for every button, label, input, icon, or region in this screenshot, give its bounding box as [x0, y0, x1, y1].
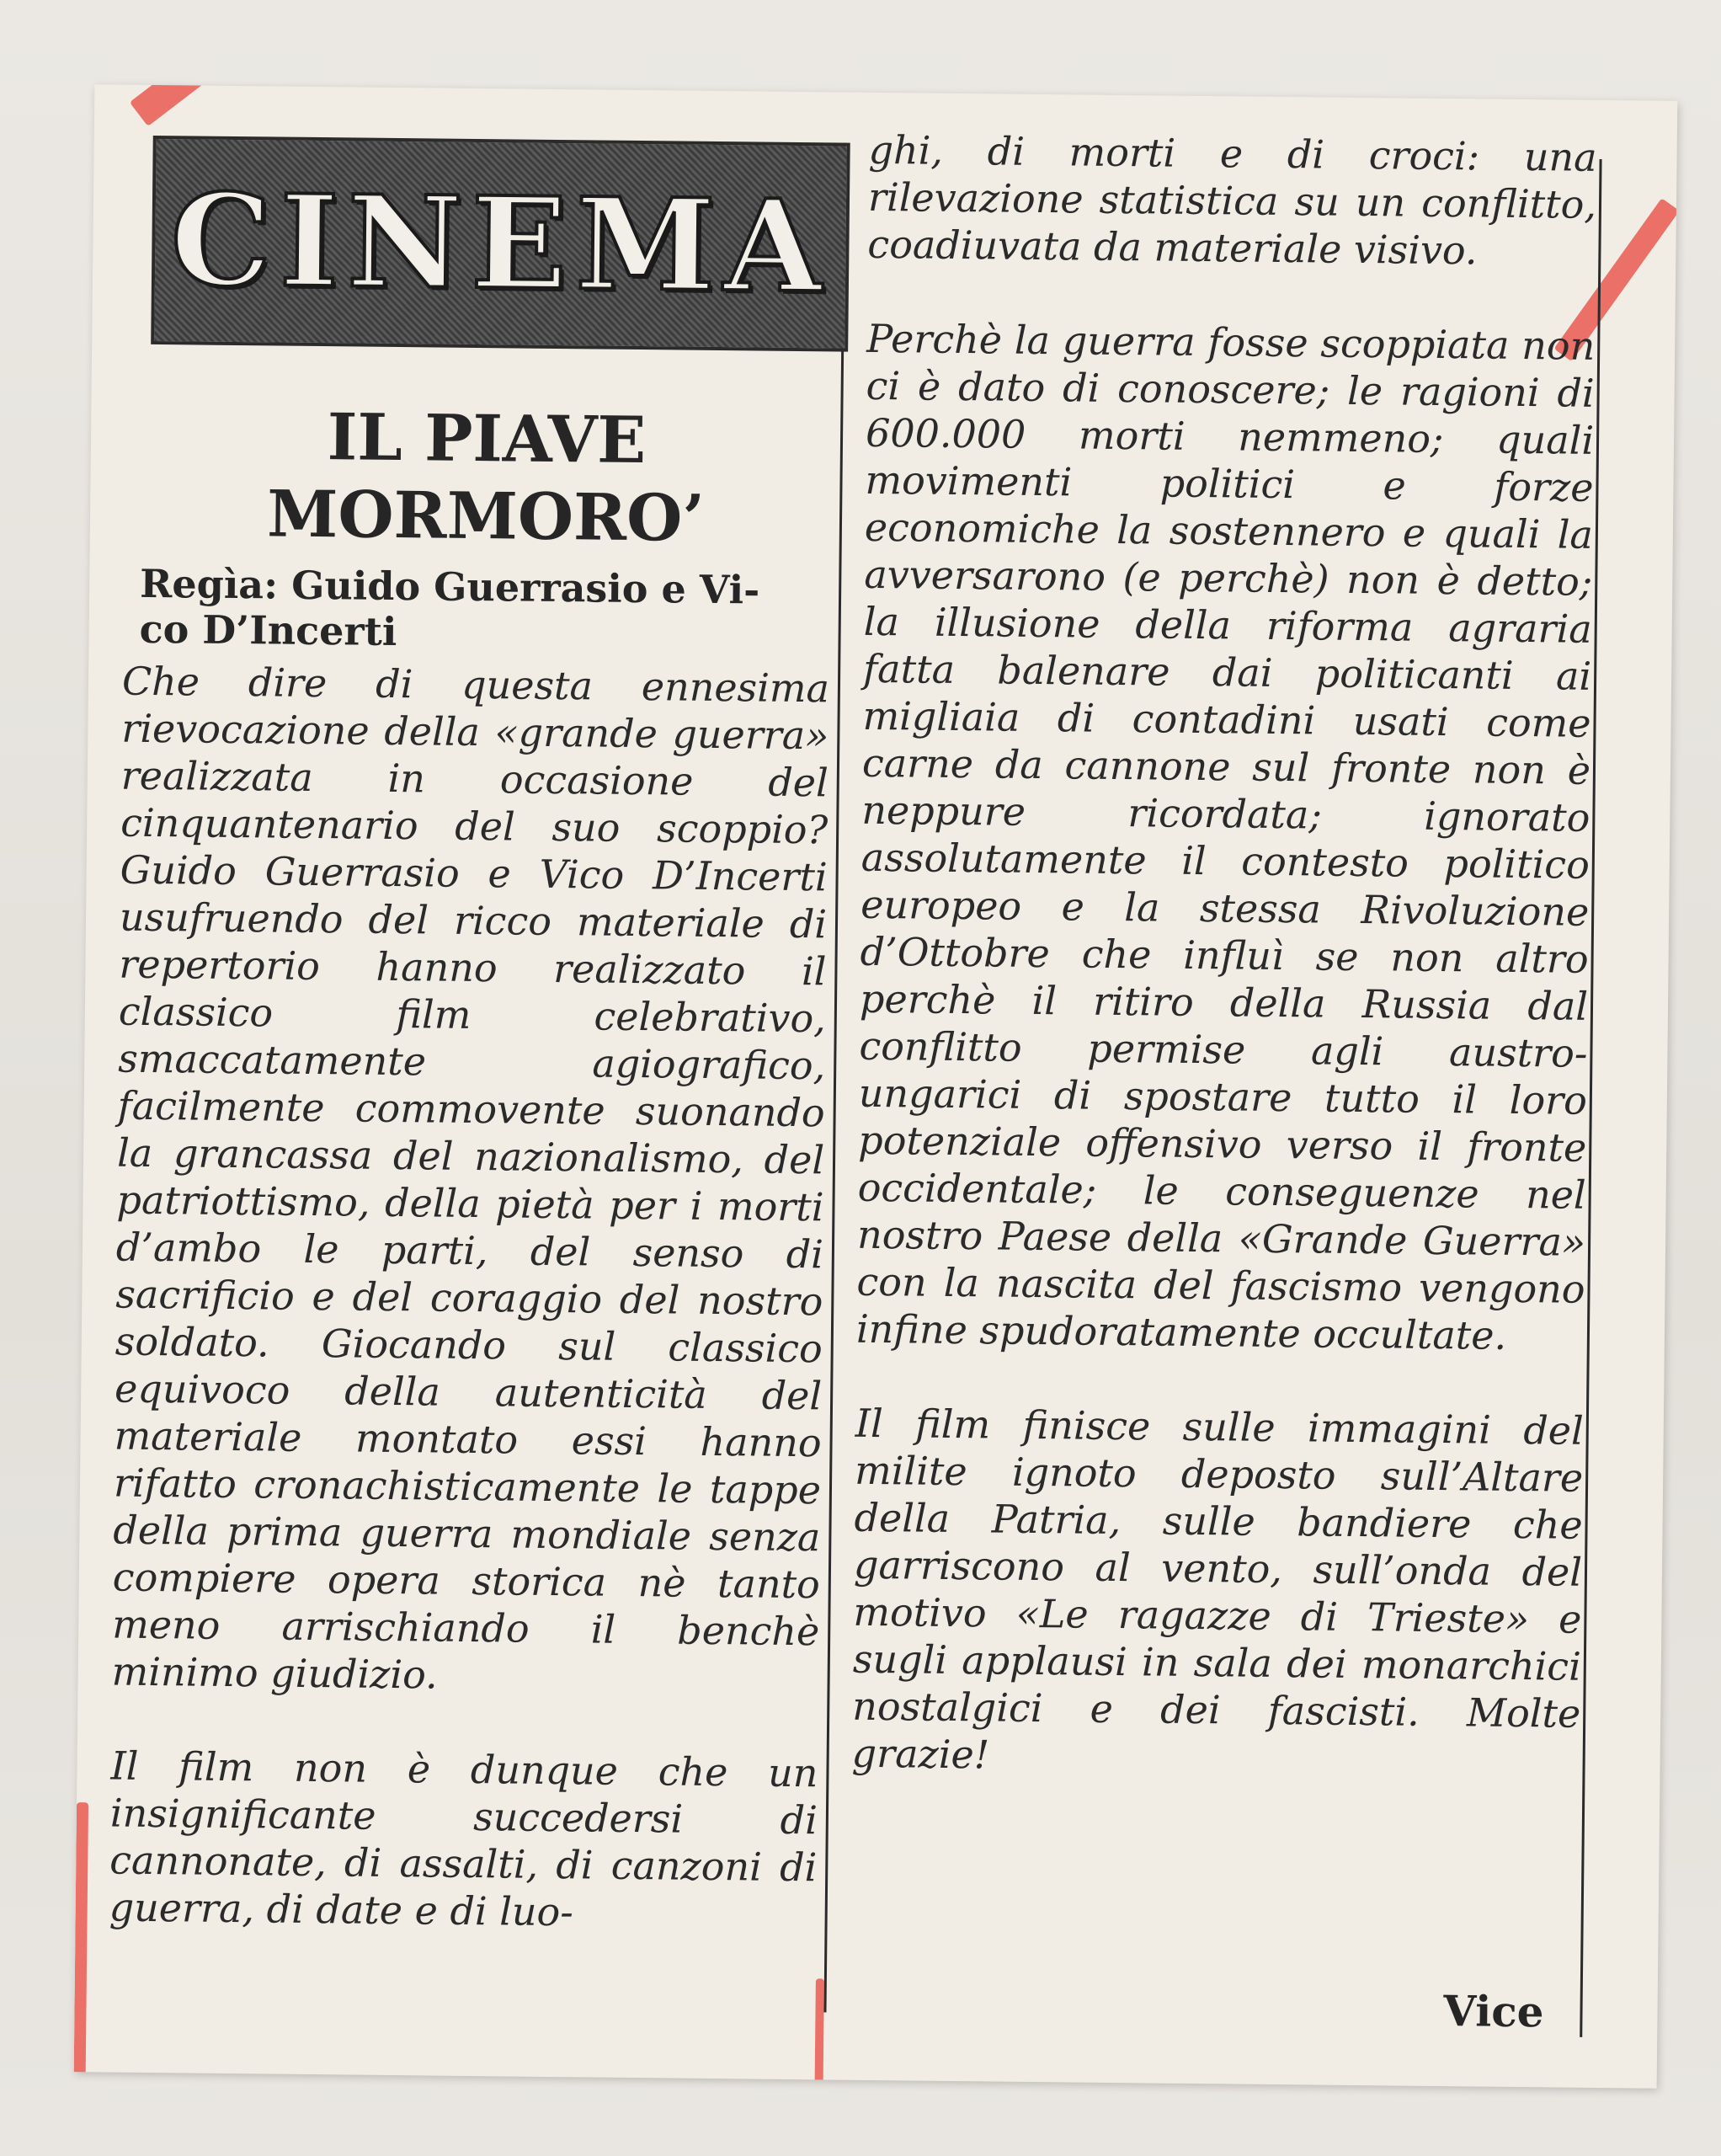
article-body-right: ghi, di morti e di croci: una rilevazione statistica su un conflitto, coadiuvata da materiale visivo. Perchè la guerra fosse scoppiata non ci è dato di conoscere; le ragioni di 600.000 morti nemmeno; quali movimenti politici e forze economiche la sostennero e quali la avversarono (e perchè) non è detto; la illusione della riforma agraria fatta balenare dai politicanti ai migliaia di contadini usati come carne da cannone sul fronte non è neppure ricordata; ignorato assolutamente il contesto politico europeo e la stessa Rivoluzione d’Ottobre che influì se non altro perchè il ritiro della Russia dal conflitto permise agli austro-ungarici di spostare tutto il loro potenziale offensivo verso il fronte occidentale; le conseguenze nel nostro Paese della «Grande Guerra» con la nascita del fascismo vengono infine spudoratamente occultate. Il film finisce sulle immagini del milite ignoto deposto sull’Altare della Patria, sulle bandiere che garriscono al vento, sull’onda del motivo «Le ragazze di Trieste» e sugli applausi in sala dei monarchici nostalgici e dei fascisti. Molte grazie!	[851, 126, 1597, 1778]
director-credit: Regìa: Guido Guerrasio e Vi- co D’Incerti	[139, 560, 760, 655]
left-column	[92, 118, 835, 2012]
title-line-2: MORMORO’	[266, 476, 706, 556]
article-title	[141, 397, 833, 559]
newspaper-clipping	[74, 84, 1678, 2089]
author-signature: Vice	[1443, 1986, 1544, 2037]
right-column	[836, 126, 1614, 2046]
red-marker-stroke	[74, 1802, 88, 2080]
red-marker-stroke	[814, 1978, 824, 2088]
section-banner	[151, 136, 850, 352]
section-label: CINEMA	[169, 166, 832, 322]
article-body-left: Che dire di questa ennesima rievocazione della «grande guerra» realizzata in occasione del cinquantenario del suo scoppio? Guido Guerrasio e Vico D’Incerti usufruendo del ricco materiale di repertorio hanno realizzato il classico film celebrativo, smaccatamente agiografico, facilmente commovente suonando la grancassa del nazionalismo, del patriottismo, della pietà per i morti d’ambo le parti, del senso di sacrificio e del coraggio del nostro soldato. Giocando sul classico equivoco della autenticità del materiale montato essi hanno rifatto cronachisticamente le tappe della prima guerra mondiale senza compiere opera storica nè tanto meno arrischiando il benchè minimo giudizio. Il film non è dunque che un insignificante succedersi di cannonate, di assalti, di canzoni di guerra, di date e di luo-	[109, 658, 830, 1935]
title-line-1: IL PIAVE	[327, 399, 647, 478]
